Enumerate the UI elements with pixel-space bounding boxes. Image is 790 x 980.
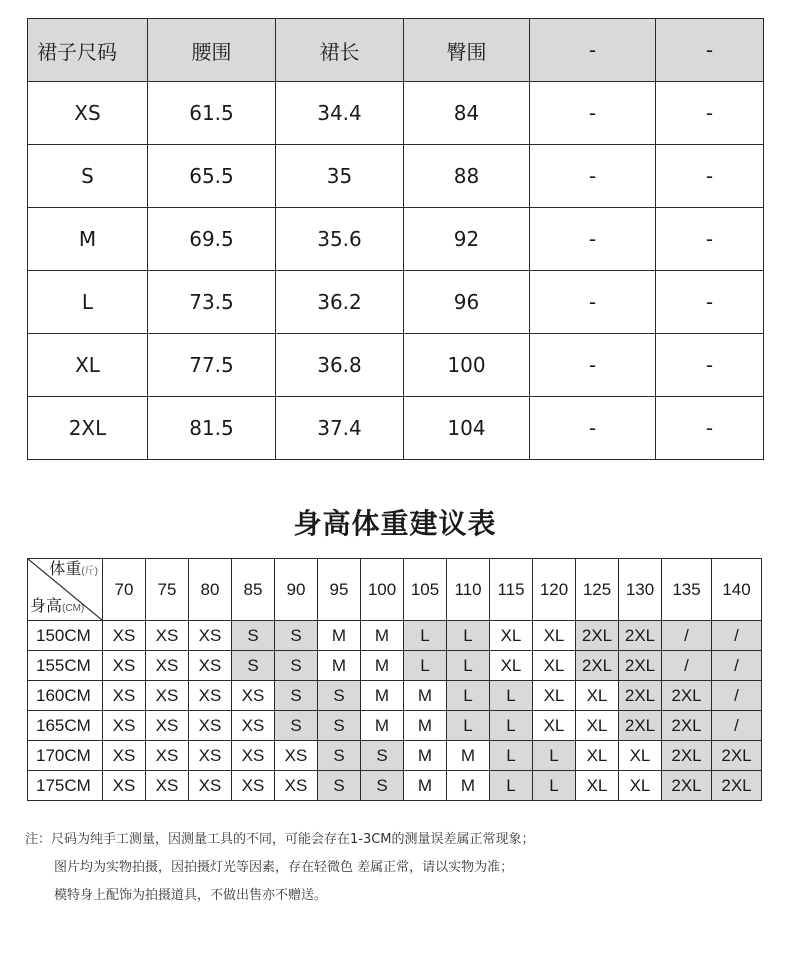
recommendation-size-cell: XS: [232, 741, 275, 771]
size-chart-header-cell: -: [530, 19, 656, 82]
size-chart-cell: M: [28, 208, 148, 271]
recommendation-row: [28, 711, 762, 741]
recommendation-size-cell: XS: [189, 621, 232, 651]
weight-header-cell: 70: [103, 559, 146, 621]
recommendation-size-cell: /: [712, 681, 762, 711]
recommendation-header-row: [28, 559, 762, 621]
recommendation-size-cell: XS: [103, 741, 146, 771]
weight-header-cell: 80: [189, 559, 232, 621]
recommendation-size-cell: S: [275, 651, 318, 681]
size-chart-cell: XL: [28, 334, 148, 397]
size-chart-cell: 2XL: [28, 397, 148, 460]
height-label-cell: 175CM: [28, 771, 103, 801]
size-chart-cell: 61.5: [148, 82, 276, 145]
recommendation-size-cell: XS: [146, 651, 189, 681]
recommendation-corner-cell: [28, 559, 103, 621]
recommendation-size-cell: M: [404, 681, 447, 711]
size-chart-cell: 73.5: [148, 271, 276, 334]
recommendation-size-cell: XS: [146, 711, 189, 741]
size-chart-cell: -: [530, 271, 656, 334]
size-chart-cell: -: [530, 208, 656, 271]
recommendation-size-cell: XS: [232, 681, 275, 711]
size-chart-cell: -: [656, 82, 764, 145]
recommendation-size-cell: L: [447, 621, 490, 651]
height-label-cell: 150CM: [28, 621, 103, 651]
size-chart-cell: -: [656, 334, 764, 397]
recommendation-table: [27, 558, 762, 801]
recommendation-title: 身高体重建议表: [293, 507, 497, 540]
recommendation-size-cell: /: [712, 621, 762, 651]
recommendation-size-cell: XL: [576, 711, 619, 741]
recommendation-size-cell: M: [404, 741, 447, 771]
size-chart-row: [28, 271, 764, 334]
recommendation-size-cell: L: [533, 771, 576, 801]
recommendation-size-cell: XL: [490, 651, 533, 681]
recommendation-size-cell: 2XL: [662, 711, 712, 741]
recommendation-size-cell: XS: [103, 651, 146, 681]
size-chart-cell: 65.5: [148, 145, 276, 208]
recommendation-size-cell: XL: [576, 771, 619, 801]
recommendation-size-cell: /: [662, 651, 712, 681]
size-chart-row: [28, 334, 764, 397]
size-chart-cell: 34.4: [276, 82, 404, 145]
recommendation-size-cell: L: [447, 651, 490, 681]
size-chart-cell: 81.5: [148, 397, 276, 460]
size-chart-cell: 88: [404, 145, 530, 208]
recommendation-size-cell: S: [361, 771, 404, 801]
recommendation-row: [28, 771, 762, 801]
recommendation-size-cell: L: [404, 651, 447, 681]
recommendation-size-cell: XL: [576, 681, 619, 711]
recommendation-size-cell: XS: [232, 771, 275, 801]
recommendation-size-cell: L: [533, 741, 576, 771]
recommendation-size-cell: 2XL: [619, 651, 662, 681]
recommendation-size-cell: XS: [275, 741, 318, 771]
size-chart-row: [28, 145, 764, 208]
size-chart-cell: S: [28, 145, 148, 208]
recommendation-size-cell: XS: [189, 651, 232, 681]
recommendation-row: [28, 651, 762, 681]
recommendation-size-cell: /: [712, 651, 762, 681]
recommendation-size-cell: XL: [533, 621, 576, 651]
height-label-cell: 155CM: [28, 651, 103, 681]
size-chart-cell: 36.2: [276, 271, 404, 334]
size-chart-cell: 92: [404, 208, 530, 271]
size-chart-cell: 35.6: [276, 208, 404, 271]
recommendation-size-cell: /: [712, 711, 762, 741]
recommendation-size-cell: M: [361, 621, 404, 651]
weight-header-cell: 110: [447, 559, 490, 621]
size-chart-cell: -: [530, 82, 656, 145]
recommendation-size-cell: S: [275, 621, 318, 651]
corner-weight-text: 体重: [49, 561, 82, 578]
recommendation-size-cell: XS: [103, 771, 146, 801]
notes: [25, 826, 535, 910]
recommendation-size-cell: S: [275, 681, 318, 711]
note-line-2: 图片均为实物拍摄，因拍摄灯光等因素，存在轻微色 差属正常，请以实物为准；: [54, 860, 514, 875]
recommendation-size-cell: 2XL: [619, 711, 662, 741]
recommendation-size-cell: XS: [103, 621, 146, 651]
size-chart-header-cell: -: [656, 19, 764, 82]
recommendation-size-cell: XL: [576, 741, 619, 771]
recommendation-size-cell: M: [404, 771, 447, 801]
recommendation-size-cell: XS: [189, 711, 232, 741]
size-chart-cell: -: [530, 145, 656, 208]
recommendation-size-cell: 2XL: [619, 681, 662, 711]
size-chart-cell: -: [656, 397, 764, 460]
recommendation-size-cell: 2XL: [619, 621, 662, 651]
recommendation-size-cell: XS: [189, 681, 232, 711]
recommendation-size-cell: L: [447, 711, 490, 741]
recommendation-size-cell: 2XL: [712, 771, 762, 801]
recommendation-size-cell: XL: [533, 651, 576, 681]
size-chart-row: [28, 397, 764, 460]
recommendation-size-cell: L: [490, 711, 533, 741]
weight-header-cell: 75: [146, 559, 189, 621]
note-line-1: 注：尺码为纯手工测量，因测量工具的不同，可能会存在1-3CM的测量误差属正常现象；: [25, 832, 535, 847]
size-chart-table: [27, 18, 764, 460]
recommendation-size-cell: XS: [103, 681, 146, 711]
size-chart-cell: -: [530, 397, 656, 460]
weight-header-cell: 105: [404, 559, 447, 621]
recommendation-size-cell: M: [447, 741, 490, 771]
recommendation-size-cell: XS: [146, 621, 189, 651]
recommendation-size-cell: S: [318, 681, 361, 711]
corner-height-text: 身高: [30, 598, 63, 615]
recommendation-size-cell: 2XL: [576, 621, 619, 651]
size-chart-row: [28, 82, 764, 145]
recommendation-size-cell: XS: [146, 681, 189, 711]
weight-header-cell: 135: [662, 559, 712, 621]
size-chart-cell: 96: [404, 271, 530, 334]
size-chart-cell: 69.5: [148, 208, 276, 271]
corner-weight-unit: (斤): [81, 566, 98, 577]
recommendation-size-cell: L: [447, 681, 490, 711]
recommendation-size-cell: S: [318, 711, 361, 741]
size-chart-cell: 37.4: [276, 397, 404, 460]
recommendation-size-cell: /: [662, 621, 712, 651]
size-chart-cell: -: [656, 208, 764, 271]
weight-header-cell: 120: [533, 559, 576, 621]
size-chart-cell: -: [656, 145, 764, 208]
recommendation-size-cell: XS: [275, 771, 318, 801]
recommendation-size-cell: M: [404, 711, 447, 741]
recommendation-size-cell: XL: [533, 711, 576, 741]
recommendation-row: [28, 621, 762, 651]
recommendation-size-cell: M: [447, 771, 490, 801]
recommendation-size-cell: S: [232, 621, 275, 651]
recommendation-size-cell: M: [361, 681, 404, 711]
weight-header-cell: 90: [275, 559, 318, 621]
recommendation-row: [28, 681, 762, 711]
recommendation-size-cell: XL: [619, 741, 662, 771]
recommendation-size-cell: S: [361, 741, 404, 771]
weight-header-cell: 85: [232, 559, 275, 621]
recommendation-size-cell: M: [361, 711, 404, 741]
recommendation-size-cell: S: [275, 711, 318, 741]
corner-height-unit: (CM): [62, 603, 85, 614]
size-chart-cell: 77.5: [148, 334, 276, 397]
recommendation-size-cell: M: [318, 651, 361, 681]
recommendation-size-cell: 2XL: [662, 771, 712, 801]
weight-header-cell: 130: [619, 559, 662, 621]
size-chart-cell: 36.8: [276, 334, 404, 397]
size-chart-cell: 104: [404, 397, 530, 460]
recommendation-size-cell: XS: [146, 741, 189, 771]
size-chart-cell: XS: [28, 82, 148, 145]
recommendation-size-cell: XL: [490, 621, 533, 651]
recommendation-size-cell: L: [404, 621, 447, 651]
size-chart-row: [28, 208, 764, 271]
recommendation-size-cell: S: [232, 651, 275, 681]
recommendation-size-cell: XL: [619, 771, 662, 801]
height-label-cell: 160CM: [28, 681, 103, 711]
note-line-3: 模特身上配饰为拍摄道具，不做出售亦不赠送。: [54, 888, 328, 903]
weight-header-cell: 115: [490, 559, 533, 621]
recommendation-size-cell: 2XL: [712, 741, 762, 771]
height-label-cell: 170CM: [28, 741, 103, 771]
size-chart-cell: -: [656, 271, 764, 334]
corner-height-label: [30, 598, 84, 618]
recommendation-size-cell: 2XL: [576, 651, 619, 681]
size-chart-header-cell: 裙子尺码: [28, 19, 148, 82]
recommendation-size-cell: XL: [533, 681, 576, 711]
recommendation-size-cell: S: [318, 741, 361, 771]
recommendation-size-cell: 2XL: [662, 681, 712, 711]
weight-header-cell: 95: [318, 559, 361, 621]
recommendation-size-cell: XS: [146, 771, 189, 801]
recommendation-size-cell: XS: [189, 771, 232, 801]
size-chart-cell: 35: [276, 145, 404, 208]
recommendation-size-cell: L: [490, 681, 533, 711]
recommendation-row: [28, 741, 762, 771]
weight-header-cell: 140: [712, 559, 762, 621]
height-label-cell: 165CM: [28, 711, 103, 741]
size-chart-cell: L: [28, 271, 148, 334]
size-chart-cell: 100: [404, 334, 530, 397]
corner-weight-label: [49, 561, 98, 581]
weight-header-cell: 100: [361, 559, 404, 621]
recommendation-size-cell: XS: [232, 711, 275, 741]
weight-header-cell: 125: [576, 559, 619, 621]
size-chart-header-cell: 裙长: [276, 19, 404, 82]
recommendation-size-cell: L: [490, 741, 533, 771]
recommendation-size-cell: M: [361, 651, 404, 681]
size-chart-cell: -: [530, 334, 656, 397]
recommendation-size-cell: XS: [103, 711, 146, 741]
recommendation-size-cell: L: [490, 771, 533, 801]
recommendation-size-cell: M: [318, 621, 361, 651]
size-chart-header-row: [28, 19, 764, 82]
recommendation-size-cell: XS: [189, 741, 232, 771]
size-chart-header-cell: 臀围: [404, 19, 530, 82]
recommendation-size-cell: S: [318, 771, 361, 801]
size-chart-header-cell: 腰围: [148, 19, 276, 82]
size-chart-cell: 84: [404, 82, 530, 145]
recommendation-size-cell: 2XL: [662, 741, 712, 771]
